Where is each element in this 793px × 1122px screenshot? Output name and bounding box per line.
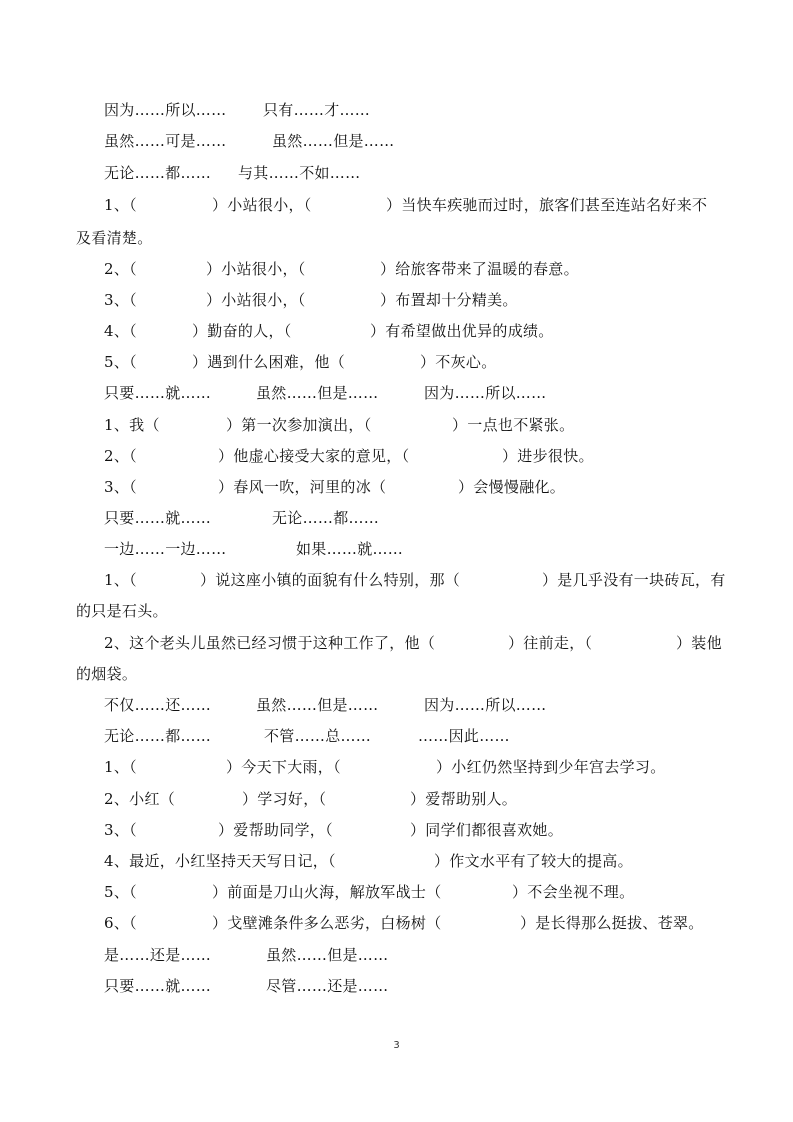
- conjunction-pair: 因为……所以……: [104, 101, 227, 119]
- document-page: 因为……所以…… 只有……才…… 虽然……可是…… 虽然……但是…… 无论……都…… 与其……不如…… 1、（ ）小站很小，（ ）当快车疾驰而过时，旅客们甚至连站名好来不 及看清楚。 2、（ ）小站很小，（ ）给旅客带来了温暖的春意。 3、（ ）小站很小，（ ）布置却十分精美。 4、（ ）勤奋的人，（ ）有希望做出优异的成绩。 5、（ ）遇到什么困难，他（ ）不灰心。 只要……就…… 虽然……但是…… 因为……所以…… 1、我（ ）第一次参加演出，（ ）一点也不紧张。 2、（ ）他虚心接受大家的意见，（ ）进步很快。 3、（ ）春风一吹，河里的冰（ ）会慢慢融化。 只要……就…… 无论……都…… 一边……一边…… 如果……就…… 1、（ ）说这座小镇的面貌有什么特别，那（ ）是几乎没有一块砖瓦，有 的只是石头。 2、这个老头儿虽然已经习惯于这种工作了，他（ ）往前走，（ ）装他 的烟袋。 不仅……还…… 虽然……但是…… 因为……所以…… 无论……都…… 不管……总…… ……因此…… 1、（ ）今天下大雨，（ ）小红仍然坚持到少年宫去学习。 2、小红（ ）学习好，（ ）爱帮助别人。 3、（ ）爱帮助同学，（ ）同学们都很喜欢她。 4、最近，小红坚持天天写日记，（ ）作文水平有了较大的提高。 5、（ ）前面是刀山火海，解放军战士（ ）不会坐视不理。 6、（ ）戈壁滩条件多么恶劣，白杨树（ ）是长得那么挺拔、苍翠。 是……还是…… 虽然……但是…… 只要……就…… 尽管……还是…… 3: [0, 0, 793, 1122]
- page-header: [76, 58, 356, 68]
- page-number: 3: [393, 1040, 400, 1051]
- conjunction-pair: 虽然……但是……: [272, 132, 395, 150]
- conjunction-pair: 与其……不如……: [238, 164, 361, 182]
- conjunction-pair: 无论……都……: [104, 164, 212, 182]
- conjunction-pair: 虽然……可是……: [104, 132, 227, 150]
- conjunction-pair: 只有……才……: [263, 101, 371, 119]
